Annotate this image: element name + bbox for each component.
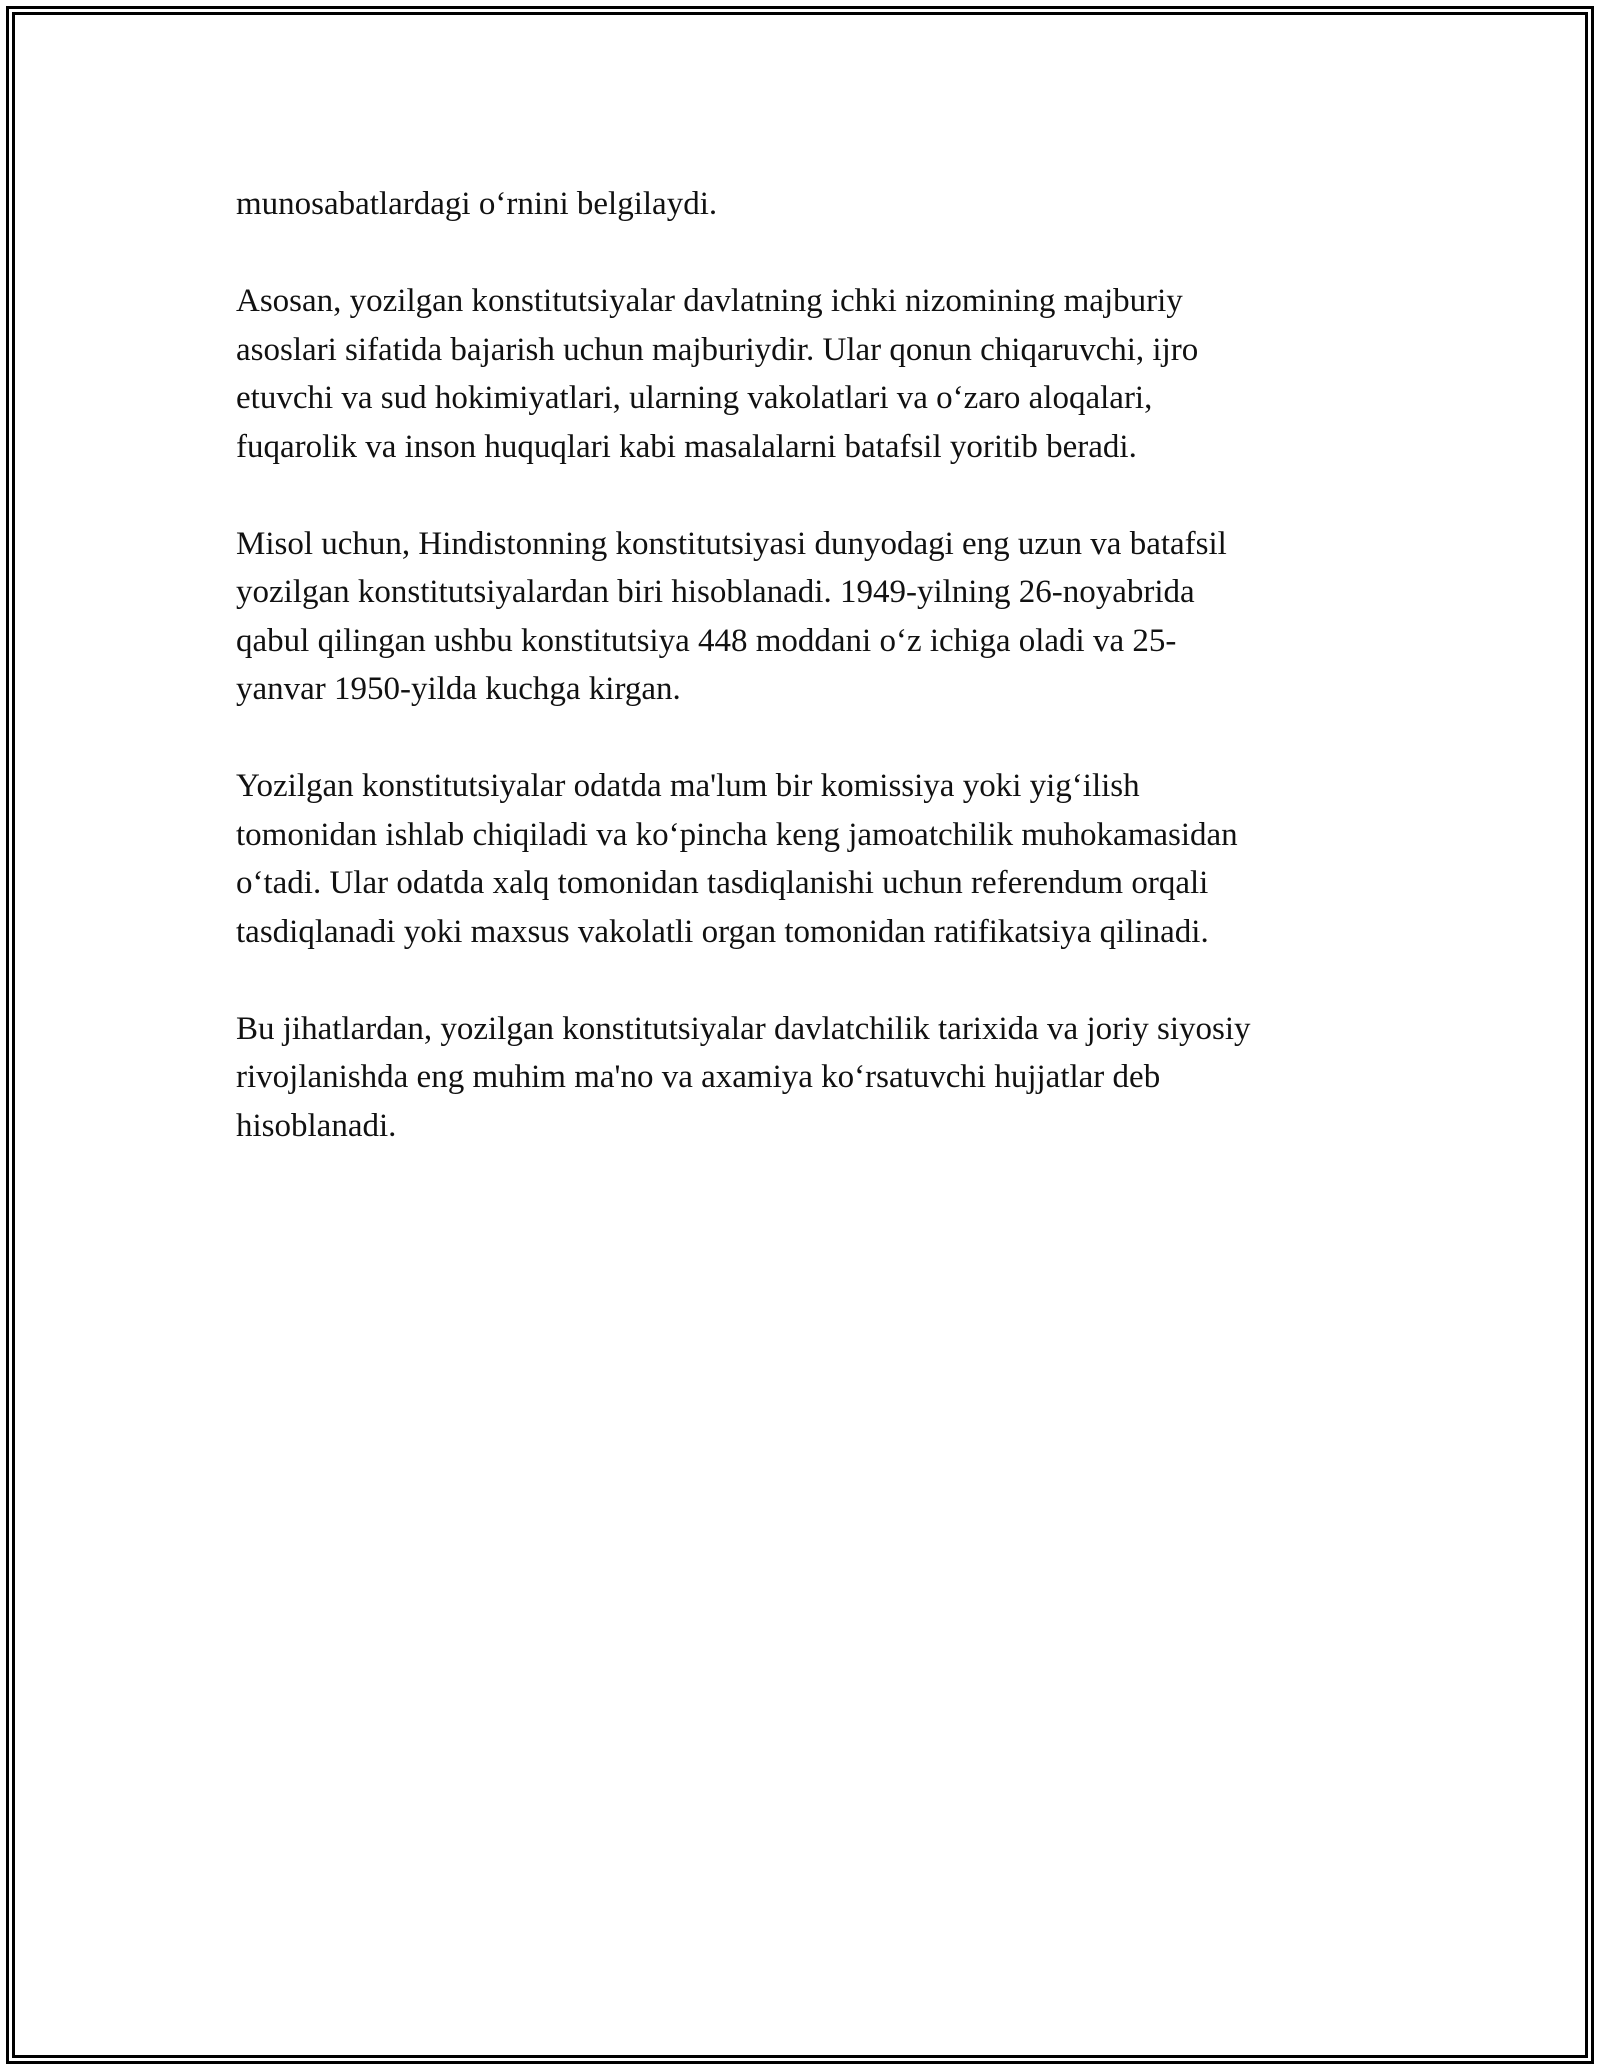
text-line: Bu jihatlardan, yozilgan konstitutsiyalar davlatchilik tarixida va joriy siyosiy bbox=[236, 1010, 1251, 1047]
text-line: munosabatlardagi o‘rnini belgilaydi. bbox=[236, 186, 718, 222]
text-line: qabul qilingan ushbu konstitutsiya 448 moddani o‘z ichiga oladi va 25- bbox=[236, 622, 1177, 659]
text-line: etuvchi va sud hokimiyatlari, ularning vakolatlari va o‘zaro aloqalari, bbox=[236, 380, 1153, 416]
text-line: asoslari sifatida bajarish uchun majburiydir. Ular qonun chiqaruvchi, ijro bbox=[236, 331, 1199, 368]
document-body bbox=[236, 180, 1406, 1199]
text-line: Misol uchun, Hindistonning konstitutsiyasi dunyodagi eng uzun va batafsil bbox=[236, 525, 1227, 562]
text-line: o‘tadi. Ular odatda xalq tomonidan tasdiqlanishi uchun referendum orqali bbox=[236, 865, 1209, 901]
paragraph-3 bbox=[236, 520, 1406, 714]
text-line: Yozilgan konstitutsiyalar odatda ma'lum bir komissiya yoki yig‘ilish bbox=[236, 768, 1140, 804]
paragraph-5 bbox=[236, 1005, 1406, 1151]
text-line: yanvar 1950-yilda kuchga kirgan. bbox=[236, 671, 681, 707]
text-line: tomonidan ishlab chiqiladi va ko‘pincha keng jamoatchilik muhokamasidan bbox=[236, 816, 1238, 853]
text-line: yozilgan konstitutsiyalardan biri hisoblanadi. 1949-yilning 26-noyabrida bbox=[236, 574, 1195, 610]
text-line: rivojlanishda eng muhim ma'no va axamiya ko‘rsatuvchi hujjatlar deb bbox=[236, 1059, 1161, 1095]
paragraph-2 bbox=[236, 277, 1406, 471]
text-line: Asosan, yozilgan konstitutsiyalar davlatning ichki nizomining majburiy bbox=[236, 283, 1183, 319]
text-line: fuqarolik va inson huquqlari kabi masalalarni batafsil yoritib beradi. bbox=[236, 428, 1137, 465]
text-line: hisoblanadi. bbox=[236, 1107, 397, 1144]
paragraph-1 bbox=[236, 180, 1406, 229]
text-line: tasdiqlanadi yoki maxsus vakolatli organ tomonidan ratifikatsiya qilinadi. bbox=[236, 913, 1209, 950]
paragraph-4 bbox=[236, 762, 1406, 956]
